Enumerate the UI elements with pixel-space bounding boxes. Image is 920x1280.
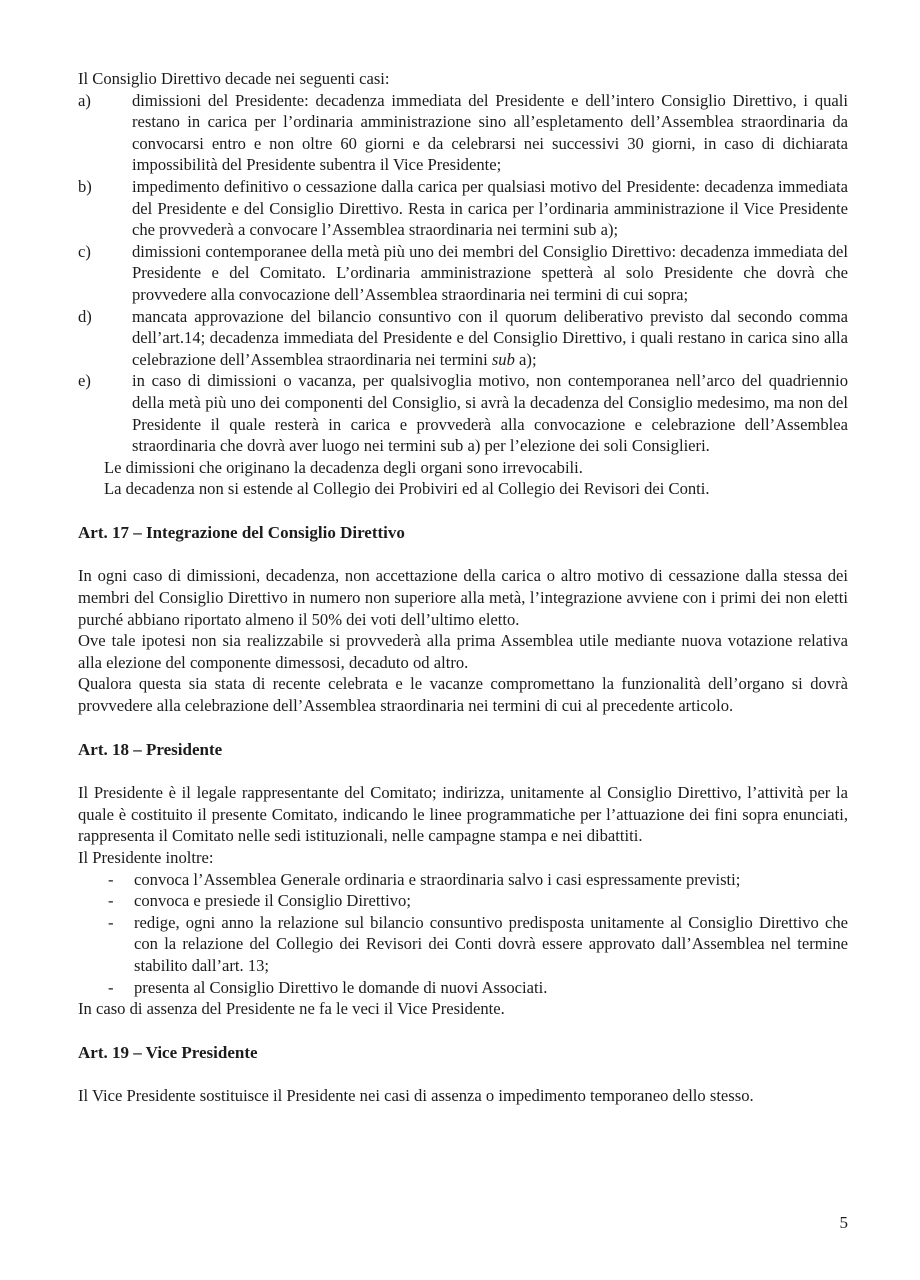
list-item xyxy=(78,869,848,891)
list-item-text: dimissioni contemporanee della metà più uno dei membri del Consiglio Direttivo: decadenza immediata del Presidente e del Comitato. L’ordinaria amministrazione spetterà al solo Presidente che dovrà che provvedere alla convocazione dell’Assemblea straordinaria nei termini di cui sopra; xyxy=(132,241,848,304)
italic-segment: sub xyxy=(491,349,515,369)
list-marker: b) xyxy=(78,176,92,196)
president-duties-list xyxy=(78,869,848,999)
list-item-text: redige, ogni anno la relazione sul bilancio consuntivo predisposta unitamente al Consiglio Direttivo che con la relazione del Collegio dei Revisori dei Conti dovrà essere approvato dall’Assemblea nel termine stabilito dall’art. 13; xyxy=(134,912,848,975)
list-item-text: convoca e presiede il Consiglio Direttivo; xyxy=(134,891,411,911)
list-item xyxy=(78,176,848,241)
list-item xyxy=(78,370,848,456)
list-item-text: dimissioni del Presidente: decadenza immediata del Presidente e dell’intero Consiglio Direttivo, i quali restano in carica per l’ordinaria amministrazione sino all’espletamento dell’Assemblea straordinaria da convocarsi entro e non oltre 60 giorni e da celebrarsi nei successivi 30 giorni, in caso di dichiarata impossibilità del Presidente subentra il Vice Presidente; xyxy=(132,90,848,175)
list-item xyxy=(78,977,848,999)
list-marker: a) xyxy=(78,90,91,110)
paragraph: Il Presidente inoltre: xyxy=(78,848,214,867)
paragraph: In caso di assenza del Presidente ne fa le veci il Vice Presidente. xyxy=(78,999,505,1019)
closing-paragraph: La decadenza non si estende al Collegio dei Probiviri ed al Collegio dei Revisori dei Conti. xyxy=(104,479,710,499)
list-item xyxy=(78,90,848,176)
list-marker: - xyxy=(108,891,114,911)
list-item-text: presenta al Consiglio Direttivo le domande di nuovi Associati. xyxy=(134,977,548,997)
paragraph: In ogni caso di dimissioni, decadenza, non accettazione della carica o altro motivo di cessazione dalla stessa dei membri del Consiglio Direttivo in numero non superiore alla metà, l’integrazione avviene con i primi dei non eletti purché abbiano riportato almeno il 50% dei voti dell’ultimo eletto. xyxy=(78,566,848,629)
list-item xyxy=(78,241,848,306)
list-item-text: convoca l’Assemblea Generale ordinaria e straordinaria salvo i casi espressamente previsti; xyxy=(134,869,741,889)
page-number: 5 xyxy=(839,1213,848,1232)
section-heading-art19: Art. 19 – Vice Presidente xyxy=(78,1042,258,1062)
list-item-text: impedimento definitivo o cessazione dalla carica per qualsiasi motivo del Presidente: decadenza immediata del Presidente e del Consiglio Direttivo. Resta in carica per l’ordinaria amministrazione il Vice Presidente che provvederà a convocare l’Assemblea straordinaria nei termini sub a); xyxy=(132,176,848,240)
decadence-cases-list xyxy=(78,90,848,457)
list-item-text: in caso di dimissioni o vacanza, per qualsivoglia motivo, non contemporanea nell’arco del quadriennio della metà più uno dei componenti del Consiglio, si avrà la decadenza del Consiglio medesimo, ma non del Presidente il quale resterà in carica e provvederà alla convocazione e celebrazione dell’Assemblea straordinaria che dovrà aver luogo nei termini sub a) per l’elezione dei soli Consiglieri. xyxy=(132,371,848,456)
paragraph: Il Presidente è il legale rappresentante del Comitato; indirizza, unitamente al Consiglio Direttivo, l’attività per la quale è costituito il presente Comitato, indicando le linee programmatiche per l’attuazione dei fini sopra enunciati, rappresenta il Comitato nelle sedi istituzionali, nelle campagne stampa e nei dibattiti. xyxy=(78,783,848,846)
list-marker: d) xyxy=(78,306,92,326)
paragraph: Qualora questa sia stata di recente celebrata e le vacanze compromettano la funzionalità dell’organo si dovrà provvedere alla celebrazione dell’Assemblea straordinaria nei termini di cui al precedente articolo. xyxy=(78,674,848,716)
list-item-text xyxy=(132,306,848,371)
intro-paragraph: Il Consiglio Direttivo decade nei seguenti casi: xyxy=(78,69,390,88)
text-segment: a); xyxy=(514,349,537,369)
closing-paragraph: Le dimissioni che originano la decadenza degli organi sono irrevocabili. xyxy=(104,457,583,477)
paragraph: Il Vice Presidente sostituisce il Presidente nei casi di assenza o impedimento temporaneo dello stesso. xyxy=(78,1086,754,1106)
list-marker: - xyxy=(108,912,114,932)
paragraph: Ove tale ipotesi non sia realizzabile si provvederà alla prima Assemblea utile mediante nuova votazione relativa alla elezione del componente dimessosi, decaduto od altro. xyxy=(78,631,848,672)
section-heading-art17: Art. 17 – Integrazione del Consiglio Direttivo xyxy=(78,522,405,542)
text-segment: mancata approvazione del bilancio consuntivo con il quorum deliberativo previsto dal secondo comma dell’art.14; decadenza immediata del Presidente e del Consiglio Direttivo, i quali restano in carica sino alla celebrazione dell’Assemblea straordinaria nei termini xyxy=(132,306,848,369)
list-item xyxy=(78,890,848,912)
list-item xyxy=(78,306,848,371)
list-item xyxy=(78,912,848,977)
list-marker: c) xyxy=(78,241,91,261)
list-marker: - xyxy=(108,977,114,997)
list-marker: - xyxy=(108,869,114,889)
section-heading-art18: Art. 18 – Presidente xyxy=(78,739,223,759)
list-marker: e) xyxy=(78,371,91,391)
